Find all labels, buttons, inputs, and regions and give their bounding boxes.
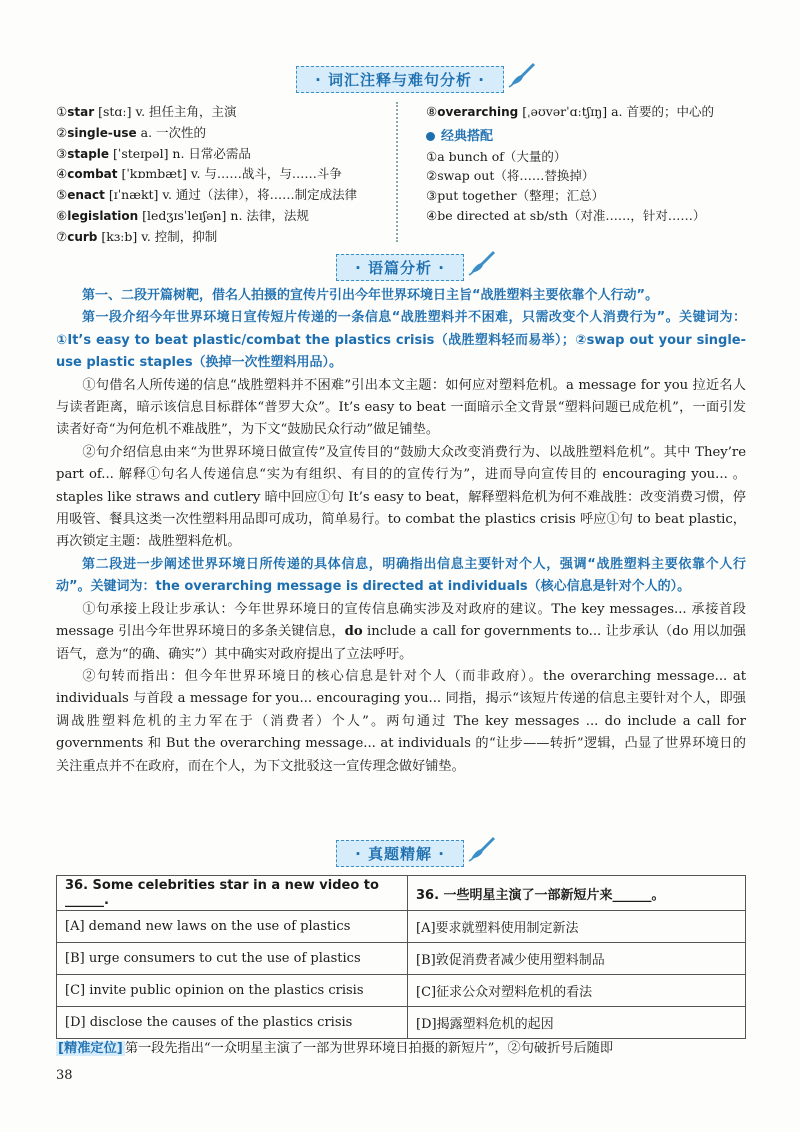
brush-icon [507, 59, 537, 89]
vocab-item: ①star [stɑː] v. 担任主角，主演 [56, 104, 237, 119]
discourse-banner-title: · 语篇分析 · [355, 258, 445, 277]
paragraph2-sentence2-analysis: ②句转而指出：但今年世界环境日的核心信息是针对个人（而非政府）。the overarching message... at individuals 与首段 a message for you... encouraging you... 同指，揭示“该短片传递的信息主要针对个人，即强调战胜塑料危机的主力军在于（消费者）个人”。两句通过 The key messages ... do include a call for governments 和 But the overarching message... at individuals 的“让步——转折”逻辑，凸显了世界环境日的关注重点并不在政府，而在个人，为下文批驳这一宣传理念做好铺垫。 [56, 668, 746, 774]
vocab-item: ④combat [ˈkɒmbæt] v. 与……战斗，与……斗争 [56, 166, 342, 182]
collocation-item: ③put together（整理；汇总） [426, 188, 605, 204]
precise-location-tag: [精准定位] [58, 1041, 123, 1056]
bullet-dot-icon [426, 132, 435, 141]
option-b-chinese: [B]敦促消费者减少使用塑料制品 [408, 943, 746, 975]
option-d-english: [D] disclose the causes of the plastics crisis [57, 1007, 408, 1039]
vocab-left-column [56, 102, 386, 248]
vocab-item: ②single-use a. 一次性的 [56, 124, 207, 140]
paragraph1-sentence1-analysis: ①句借名人所传递的信息“战胜塑料并不困难”引出本文主题：如何应对塑料危机。a message for you 拉近名人与读者距离，暗示该信息目标群体“普罗大众”。It’s easy to beat 一面暗示全文背景“塑料问题已成危机”，一面引发读者好奇“为何危机不难战胜”，为下文“鼓励民众行动”做足铺垫。 [56, 377, 746, 438]
brush-icon [467, 247, 497, 277]
precise-location-text: 第一段先指出“一众明星主演了一部为世界环境日拍摄的新短片”，②句破折号后随即 [124, 1041, 614, 1056]
question-english: 36. Some celebrities star in a new video to ______. [57, 876, 408, 911]
option-b-english: [B] urge consumers to cut the use of plastics [57, 943, 408, 975]
table-row [57, 876, 746, 911]
collocation-item: ②swap out（将……替换掉） [426, 168, 595, 184]
paragraph1-sentence2-analysis: ②句介绍信息由来“为世界环境日做宣传”及宣传目的“鼓励大众改变消费行为、以战胜塑料危机”。其中 They’re part of... 解释①句名人传递信息“实为有组织、有目的的宣传行为”，进而导向宣传目的 encouraging you... 。staples like straws and cutlery 暗中回应①句 It’s easy to beat，解释塑料危机为何不难战胜：改变消费习惯，停用吸管、餐具这类一次性塑料用品即可成功，简单易行。to combat the plastics crisis 呼应①句 to beat plastic，再次锁定主题：战胜塑料危机。 [56, 444, 746, 550]
vocab-item: ③staple [ˈsteɪpəl] n. 日常必需品 [56, 145, 251, 161]
collocation-item: ④be directed at sb/sth（对准……，针对……） [426, 207, 706, 223]
option-d-chinese: [D]揭露塑料危机的起因 [408, 1007, 746, 1039]
exam-banner-title: · 真题精解 · [355, 844, 445, 863]
vocab-banner-title: · 词汇注释与难句分析 · [315, 70, 485, 89]
table-row [57, 975, 746, 1007]
option-c-english: [C] invite public opinion on the plastics crisis [57, 975, 408, 1007]
vocab-section-banner [0, 66, 800, 92]
discourse-summary: 第一、二段开篇树靶，借名人拍摄的宣传片引出今年世界环境日主旨“战胜塑料主要依靠个人行动”。 [82, 288, 659, 303]
vocab-list [56, 102, 746, 242]
page-number: 38 [56, 1068, 73, 1083]
vocab-item: ⑦curb [kɜːb] v. 控制，抑制 [56, 228, 218, 244]
option-a-chinese: [A]要求就塑料使用制定新法 [408, 911, 746, 943]
question-chinese: 36. 一些明星主演了一部新短片来______。 [408, 876, 746, 911]
paragraph2-summary: 第二段进一步阐述世界环境日所传递的具体信息，明确指出信息主要针对个人，强调“战胜塑料主要依靠个人行动”。关键词为：the overarching message is directed at individuals（核心信息是针对个人的）。 [56, 556, 746, 595]
precise-location [56, 1038, 756, 1060]
table-row [57, 911, 746, 943]
brush-icon [467, 833, 497, 863]
option-c-chinese: [C]征求公众对塑料危机的看法 [408, 975, 746, 1007]
vocab-item: ⑧overarching [ˌəʊvərˈɑːtʃɪŋ] a. 首要的；中心的 [426, 104, 715, 119]
paragraph1-summary: 第一段介绍今年世界环境日宣传短片传递的一条信息“战胜塑料并不困难，只需改变个人消费行为”。关键词为：①It’s easy to beat plastic/combat the plastics crisis（战胜塑料轻而易举）；②swap out your single-use plastic staples（换掉一次性塑料用品）。 [56, 310, 746, 371]
collocation-item: ①a bunch of（大量的） [426, 148, 567, 164]
discourse-section-banner [0, 254, 800, 280]
vocab-item: ⑤enact [ɪˈnækt] v. 通过（法律），将……制定成法律 [56, 187, 358, 203]
column-divider [396, 102, 410, 242]
vocab-right-column [426, 102, 746, 226]
vocab-item: ⑥legislation [ledʒɪsˈleɪʃən] n. 法律，法规 [56, 207, 309, 223]
option-a-english: [A] demand new laws on the use of plastics [57, 911, 408, 943]
discourse-analysis [56, 285, 746, 778]
table-row [57, 943, 746, 975]
exam-section-banner [0, 840, 800, 866]
question-table [56, 875, 746, 1039]
table-row [57, 1007, 746, 1039]
paragraph2-sentence1-analysis: ①句承接上段让步承认：今年世界环境日的宣传信息确实涉及对政府的建议。The key messages... 承接首段 message 引出今年世界环境日的多条关键信息，do include a call for governments to... 让步承认（do 用以加强语气，意为“的确、确实”）其中确实对政府提出了立法呼吁。 [56, 601, 746, 662]
collocation-heading: 经典搭配 [426, 127, 746, 147]
